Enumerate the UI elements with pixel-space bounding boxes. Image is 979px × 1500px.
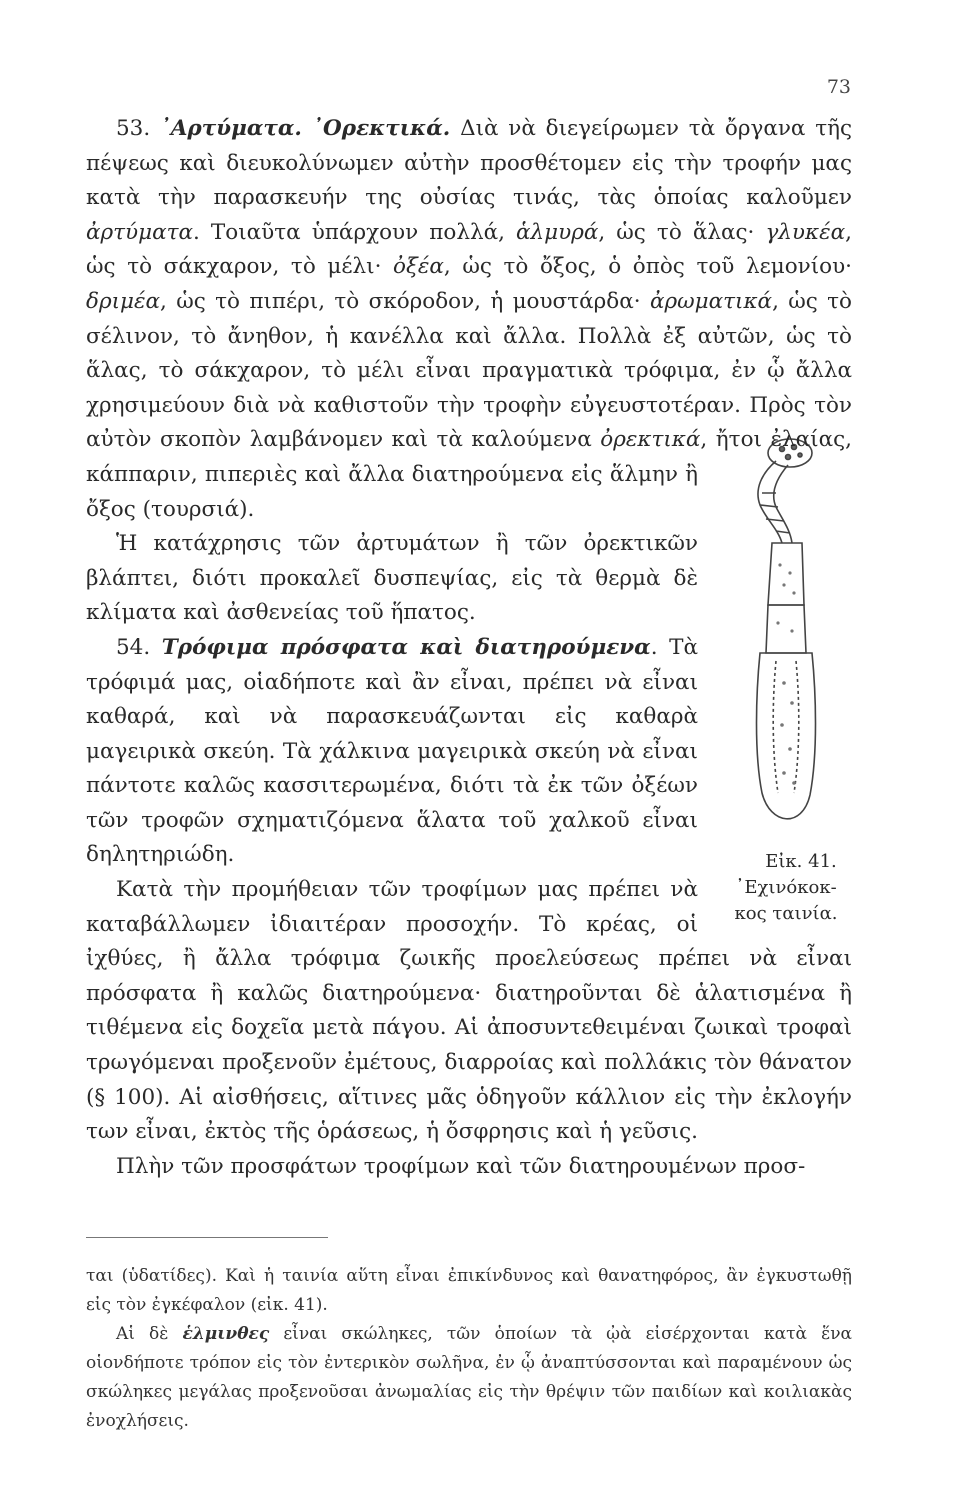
footnote-1: ται (ὑδατίδες). Καὶ ἡ ταινία αὕτη εἶναι ἐπικίνδυνος καὶ θανατηφόρος, ἂν ἐγκυστωθῇ εἰς τὸν ἐγκέφαλον (εἰκ. 41). [86,1266,852,1315]
section-54-title: Τρόφιμα πρόσφατα καὶ διατηρούμενα [161,634,651,660]
section-53-title: ᾿Αρτύματα. ᾿Ορεκτικά. [159,116,451,141]
section-53-text: , ὡς τὸ σάκχαρον, τὸ μέλι· [86,219,852,280]
footnote-term-helminthes: ἑλμινθες [182,1324,270,1344]
section-54-number: 54. [116,634,151,660]
term-oxea: ὀξέα [393,254,444,280]
term-orektika: ὀρεκτικά [600,427,701,453]
section-53-number: 53. [116,116,151,141]
term-artymata: ἀρτύματα [86,219,194,245]
section-53-text: , ἤτοι ἐλαίας, κάππαριν, πιπεριὲς καὶ ἄλλα διατηρούμενα εἰς ἅλμην ἢ ὄξος (τουρσιά). [86,427,852,522]
section-53-text: , ὡς τὸ πιπέρι, τὸ σκόροδον, ἡ μουστάρδα· [160,288,650,314]
term-glykea: γλυκέα [765,219,846,245]
figure-number: Εἰκ. 41. [765,851,837,873]
section-54-paragraph-2: Κατὰ τὴν προμήθειαν τῶν τροφίμων μας πρέπει νὰ καταβάλλωμεν ἰδιαιτέραν προσοχήν. Τὸ κρέας, οἱ ἰχθύες, ἢ ἄλλα τρόφιμα ζωικῆς προελεύσεως πρέπει νὰ εἶναι πρόσφατα ἢ καλῶς διατηρούμενα· διατηροῦνται δὲ ἁλατισμένα ἢ τιθέμενα εἰς δοχεῖα μετὰ πάγου. Αἱ ἀποσυντεθειμέναι ζωικαὶ τροφαὶ τρωγόμεναι προξενοῦν ἐμέτους, διαρροίας καὶ πολλάκις τὸν θάνατον (§ 100). Αἱ αἰσθήσεις, αἵτινες μᾶς ὁδηγοῦν κάλλιον εἰς τὴν ἐκλογήν των εἶναι, ἐκτὸς τῆς ὁράσεως, ἡ ὄσφρησις καὶ ἡ γεῦσις. [86,877,852,1145]
footnotes [86,1262,852,1436]
main-text [86,112,852,1184]
section-53-text: Διὰ νὰ διεγείρωμεν τὰ ὄργανα τῆς πέψεως καὶ διευκολύνωμεν αὐτὴν προσθέτομεν εἰς τὴν τροφήν μας κατὰ τὴν παρασκευήν της οὐσίας τινάς, τὰς ὁποίας καλοῦμεν [86,116,853,211]
section-53-text: , ὡς τὸ ἅλας· [598,219,766,245]
figure-41 [716,433,856,927]
footnote-divider [86,1237,328,1238]
term-almyra: ἁλμυρά [516,219,599,245]
section-53-text: , ὡς τὸ σέλινον, τὸ ἄνηθον, ἡ κανέλλα καὶ ἄλλα. Πολλὰ ἐξ αὐτῶν, ὡς τὸ ἅλας, τὸ σάκχαρον, τὸ μέλι εἶναι πραγματικὰ τρόφιμα, ἐν ᾧ ἄλλα χρησιμεύουν διὰ νὰ καθιστοῦν τὴν τροφὴν εὐγευστοτέραν. Πρὸς τὸν αὐτὸν σκοπὸν λαμβάνομεν καὶ τὰ καλούμενα [86,288,852,453]
section-53-text: , ὡς τὸ ὄξος, ὁ ὀπὸς τοῦ λεμονίου· [443,254,853,280]
section-53-text: . Τοιαῦτα ὑπάρχουν πολλά, [193,219,517,245]
footnote-2-text: Αἱ δὲ [116,1324,183,1344]
section-54-text: . Τὰ τρόφιμά μας, οἱαδήποτε καὶ ἂν εἶναι, πρέπει νὰ εἶναι καθαρά, καὶ νὰ παρασκευάζωνται εἰς καθαρὰ μαγειρικὰ σκεύη. Τὰ χάλκινα μαγειρικὰ σκεύη νὰ εἶναι πάντοτε καλῶς κασσιτερωμένα, διότι τὰ ἐκ τῶν ὀξέων τῶν τροφῶν σχηματιζόμενα ἅλατα τοῦ χαλκοῦ εἶναι δηλητηριώδη. [86,634,698,868]
section-54-paragraph-3: Πλὴν τῶν προσφάτων τροφίμων καὶ τῶν διατηρουμένων προσ- [116,1153,806,1179]
echinococcus-tapeworm-drawing [732,433,832,843]
figure-caption-line-1: ᾿Εχινόκοκ- [735,877,837,899]
page-number: 73 [826,76,851,98]
term-drimea: δριμέα [86,288,161,314]
figure-caption [716,849,856,927]
section-53-paragraph-2: Ἡ κατάχρησις τῶν ἀρτυμάτων ἢ τῶν ὀρεκτικῶν βλάπτει, διότι προκαλεῖ δυσπεψίας, εἰς τὰ θερμὰ δὲ κλίματα καὶ ἀσθενείας τοῦ ἥπατος. [86,531,698,626]
footnote-2-text: εἶναι σκώληκες, τῶν ὁποίων τὰ ᾠὰ εἰσέρχονται κατὰ ἕνα οἱονδήποτε τρόπον εἰς τὸν ἐντερικὸν σωλῆνα, ἐν ᾧ ἀναπτύσσονται καὶ παραμένουν ὡς σκώληκες μεγάλας προξενοῦσαι ἀνωμαλίας εἰς τὴν θρέψιν τῶν παιδίων καὶ κοιλιακὰς ἐνοχλήσεις. [86,1324,853,1431]
figure-caption-line-2: κος ταινία. [734,903,838,925]
footnote-2 [86,1320,852,1436]
term-aromatika: ἀρωματικά [649,288,773,314]
